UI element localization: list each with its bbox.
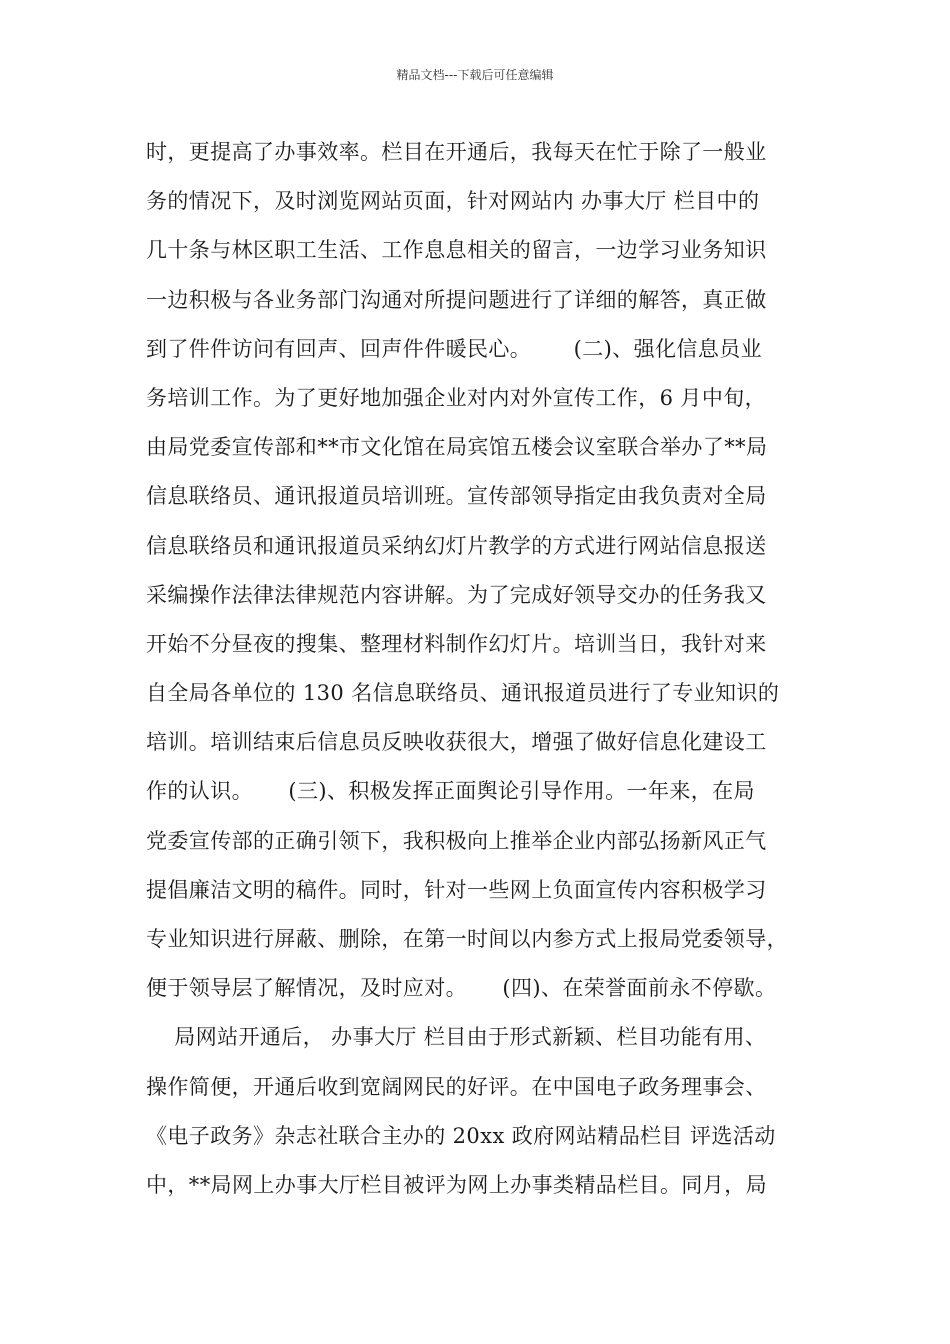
text-line: 中，**局网上办事大厅栏目被评为网上办事类精品栏目。同月，局	[146, 1172, 767, 1197]
text-line: 培训。培训结束后信息员反映收获很大，增强了做好信息化建设工	[146, 730, 767, 755]
text-line: 采编操作法律法律规范内容讲解。为了完成好领导交办的任务我又	[146, 582, 767, 607]
document-body	[146, 132, 816, 1214]
text-line: 一边积极与各业务部门沟通对所提问题进行了详细的解答，真正做	[146, 287, 767, 312]
text-line: 自全局各单位的 130 名信息联络员、通讯报道员进行了专业知识的	[146, 681, 780, 706]
text-line: 信息联络员、通讯报道员培训班。宣传部领导指定由我负责对全局	[146, 484, 767, 509]
text-line: 操作简便，开通后收到宽阔网民的好评。在中国电子政务理事会、	[146, 1074, 767, 1099]
text-line: 党委宣传部的正确引领下，我积极向上推举企业内部弘扬新风正气	[146, 828, 767, 853]
text-line: 专业知识进行屏蔽、删除，在第一时间以内参方式上报局党委领导，	[146, 927, 788, 951]
text-line: 务培训工作。为了更好地加强企业对内对外宣传工作，6 月中旬，	[146, 385, 767, 410]
text-line: 时，更提高了办事效率。栏目在开通后，我每天在忙于除了一般业	[146, 140, 767, 164]
text-line: 务的情况下，及时浏览网站页面，针对网站内 办事大厅 栏目中的	[146, 189, 760, 214]
text-line: 信息联络员和通讯报道员采纳幻灯片教学的方式进行网站信息报送	[146, 533, 767, 558]
page-header: 精品文档---下载后可任意编辑	[396, 68, 554, 82]
text-line: 由局党委宣传部和**市文化馆在局宾馆五楼会议室联合举办了**局	[146, 435, 768, 460]
text-line: 《电子政务》杂志社联合主办的 20xx 政府网站精品栏目 评选活动	[146, 1123, 776, 1148]
text-line: 便于领导层了解情况，及时应对。 (四)、在荣誉面前永不停歇。	[146, 976, 777, 1001]
text-line: 几十条与林区职工生活、工作息息相关的留言，一边学习业务知识	[146, 238, 767, 263]
text-line: 提倡廉洁文明的稿件。同时，针对一些网上负面宣传内容积极学习	[146, 877, 767, 902]
text-line: 局网站开通后， 办事大厅 栏目由于形式新颖、栏目功能有用、	[146, 1025, 767, 1050]
text-line: 开始不分昼夜的搜集、整理材料制作幻灯片。培训当日，我针对来	[146, 631, 767, 656]
text-line: 到了件件访问有回声、回声件件暖民心。 (二)、强化信息员业	[146, 336, 763, 361]
text-line: 作的认识。 (三)、积极发挥正面舆论引导作用。一年来，在局	[146, 779, 755, 804]
